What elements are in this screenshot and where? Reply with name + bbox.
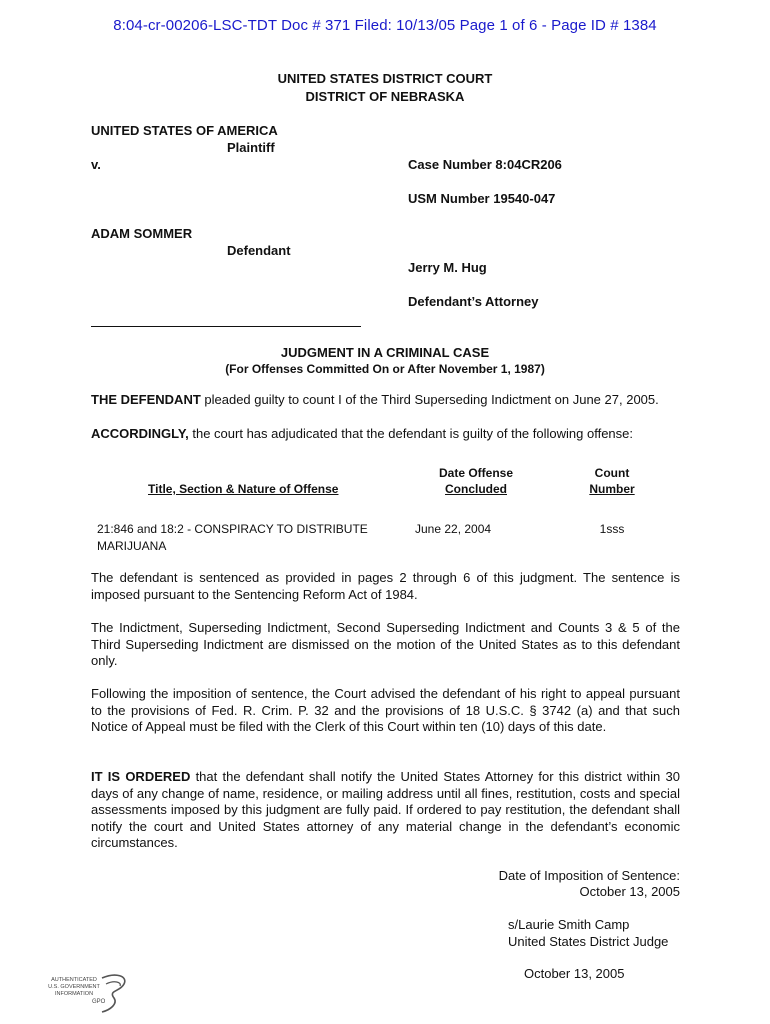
usm-number: USM Number 19540-047 xyxy=(408,191,556,206)
eagle-wing-icon xyxy=(106,982,120,986)
logo-line3: INFORMATION xyxy=(54,991,94,997)
plaintiff-name: UNITED STATES OF AMERICA xyxy=(91,123,278,138)
gpo-authentication-logo xyxy=(44,970,144,1020)
plaintiff-role: Plaintiff xyxy=(227,140,275,155)
imposition-label: Date of Imposition of Sentence: xyxy=(498,868,680,883)
accordingly-paragraph xyxy=(91,426,680,443)
sentenced-paragraph: The defendant is sentenced as provided in pages 2 through 6 of this judgment. The sentence is imposed pursuant to the Sentencing Reform Act of 1984. xyxy=(91,570,680,602)
dismissed-paragraph: The Indictment, Superseding Indictment, Second Superseding Indictment and Counts 3 & 5 of the Third Superseding Indictment are dismissed on the motion of the United States as to this defendant only. xyxy=(91,620,680,668)
header-count-line2: Number xyxy=(589,482,635,496)
accordingly-lead: ACCORDINGLY, xyxy=(91,426,189,441)
court-district: DISTRICT OF NEBRASKA xyxy=(305,89,465,104)
logo-line4: GPO xyxy=(92,999,106,1005)
offense-line2: MARIJUANA xyxy=(97,539,167,553)
court-name: UNITED STATES DISTRICT COURT xyxy=(277,71,493,86)
logo-line1: AUTHENTICATED xyxy=(51,977,97,983)
case-number: Case Number 8:04CR206 xyxy=(408,157,562,172)
caption-divider xyxy=(91,326,361,327)
logo-line2: U.S. GOVERNMENT xyxy=(48,984,100,990)
docket-stamp: 8:04-cr-00206-LSC-TDT Doc # 371 Filed: 10/13/05 Page 1 of 6 - Page ID # 1384 xyxy=(113,17,657,34)
defendant-paragraph xyxy=(91,392,680,409)
signature-date: October 13, 2005 xyxy=(524,966,625,981)
header-offense: Title, Section & Nature of Offense xyxy=(148,482,339,496)
offense-count: 1sss xyxy=(599,522,625,536)
judgment-subtitle: (For Offenses Committed On or After November 1, 1987) xyxy=(225,362,545,376)
judge-signature: s/Laurie Smith Camp xyxy=(508,917,630,932)
ordered-text: that the defendant shall notify the United States Attorney for this district within 30 days of any change of name, residence, or mailing address until all fines, restitution, costs and special assessments imposed by this judgment are fully paid. If ordered to pay restitution, the defendant shall notify the court and United States attorney of any material change in the defendant’s economic circumstances. xyxy=(91,769,680,850)
appeal-paragraph: Following the imposition of sentence, the Court advised the defendant of his right to appeal pursuant to the provisions of Fed. R. Crim. P. 32 and the provisions of 18 U.S.C. § 3742 (a) and that such Notice of Appeal must be filed with the Clerk of this Court within ten (10) days of this date. xyxy=(91,686,680,734)
versus: v. xyxy=(91,157,101,172)
judge-title: United States District Judge xyxy=(508,934,669,949)
offense-line1: 21:846 and 18:2 - CONSPIRACY TO DISTRIBUTE xyxy=(97,522,368,536)
attorney-name: Jerry M. Hug xyxy=(408,260,487,275)
judgment-title: JUDGMENT IN A CRIMINAL CASE xyxy=(280,345,490,360)
ordered-lead: IT IS ORDERED xyxy=(91,769,191,784)
defendant-role: Defendant xyxy=(227,243,291,258)
defendant-text: pleaded guilty to count I of the Third Superseding Indictment on June 27, 2005. xyxy=(200,392,659,407)
attorney-label: Defendant’s Attorney xyxy=(408,294,539,309)
header-date-line2: Concluded xyxy=(445,482,507,496)
defendant-lead: THE DEFENDANT xyxy=(91,392,201,407)
imposition-date: October 13, 2005 xyxy=(579,884,680,899)
eagle-swoosh-icon xyxy=(102,975,125,1012)
header-date-line1: Date Offense xyxy=(438,466,514,480)
offense-date: June 22, 2004 xyxy=(415,522,492,536)
accordingly-text: the court has adjudicated that the defendant is guilty of the following offense: xyxy=(188,426,633,441)
ordered-paragraph xyxy=(91,769,680,852)
header-count-line1: Count xyxy=(594,466,630,480)
defendant-name: ADAM SOMMER xyxy=(91,226,193,241)
